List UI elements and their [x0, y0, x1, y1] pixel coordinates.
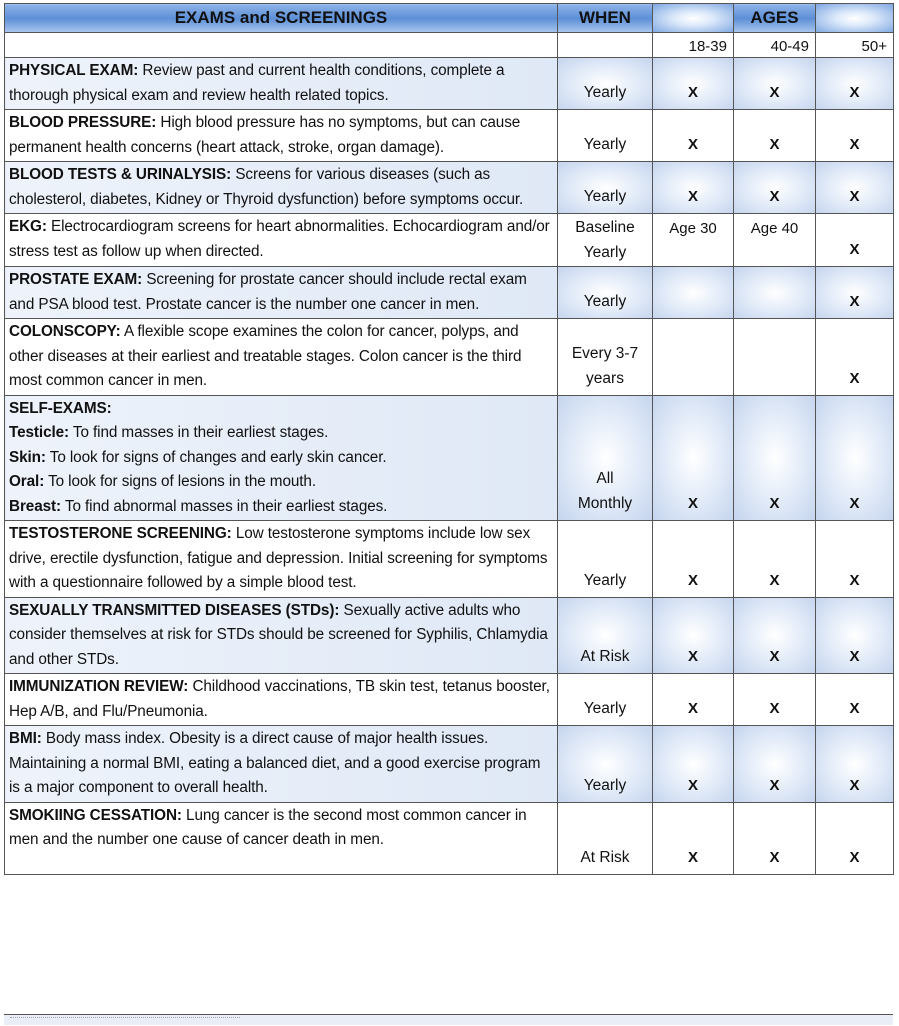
header-exams: EXAMS and SCREENINGS [5, 4, 558, 33]
age-18-39-mark: X [653, 110, 734, 162]
self-exam-item: Breast: To find abnormal masses in their earliest stages. [9, 497, 388, 515]
exam-when [558, 214, 653, 267]
subheader-empty [5, 33, 558, 58]
exam-text: Review past and current health conditions, complete a thorough physical exam and review health related topics. [9, 62, 505, 104]
age-40-49-mark: X [734, 58, 816, 110]
exam-title: COLONSCOPY: [9, 323, 121, 340]
exam-description [5, 395, 558, 521]
exam-title: BLOOD TESTS & URINALYSIS: [9, 166, 232, 183]
table-row [5, 319, 894, 396]
cut-off-footer-row [4, 1014, 893, 1025]
age-40-49-mark: X [734, 597, 816, 674]
age-18-39-mark: X [653, 802, 734, 874]
age-40-49-mark: Age 40 [734, 214, 816, 267]
age-18-39-mark: X [653, 726, 734, 803]
exam-text: Low testosterone symptoms include low sex drive, erectile dysfunction, fatigue and depression. Initial screening for symptoms with a questionnaire followed by a simple blood test. [9, 525, 548, 591]
age-40-49-mark: X [734, 521, 816, 598]
exam-text: High blood pressure has no symptoms, but can cause permanent health concerns (heart attack, stroke, organ damage). [9, 114, 521, 156]
age-50-plus-mark: X [816, 214, 894, 267]
table-row [5, 395, 894, 521]
age-50-plus-mark: X [816, 58, 894, 110]
self-exam-item: Oral: To look for signs of lesions in the mouth. [9, 473, 316, 490]
exam-when: At Risk [558, 802, 653, 874]
age-18-39-mark: X [653, 597, 734, 674]
age-40-49-mark [734, 319, 816, 396]
exam-title: SEXUALLY TRANSMITTED DISEASES (STDs): [9, 601, 340, 619]
exam-description [5, 521, 558, 598]
exam-description [5, 110, 558, 162]
exam-title: IMMUNIZATION REVIEW: [9, 678, 189, 695]
exam-when: Yearly [558, 674, 653, 726]
exam-when-line2: Yearly [583, 244, 627, 261]
exam-when-line1: Baseline [575, 219, 635, 236]
exam-text: Sexually active adults who consider themselves at risk for STDs should be screened for Syphilis, Chlamydia and other STDs. [9, 601, 548, 668]
age-50-plus-mark: X [816, 674, 894, 726]
exam-when: Yearly [558, 110, 653, 162]
header-blank-right [816, 4, 894, 33]
exam-text: Electrocardiogram screens for heart abnormalities. Echocardiogram and/or stress test as follow up when directed. [9, 218, 550, 260]
table-row [5, 674, 894, 726]
table-row [5, 214, 894, 267]
age-40-49-mark: X [734, 726, 816, 803]
exam-text: Childhood vaccinations, TB skin test, tetanus booster, Hep A/B, and Flu/Pneumonia. [9, 678, 550, 720]
exam-title: BLOOD PRESSURE: [9, 114, 157, 131]
table-row [5, 521, 894, 598]
header-when: WHEN [558, 4, 653, 33]
age-40-49-mark: X [734, 162, 816, 214]
exam-description [5, 674, 558, 726]
age-40-49-mark: X [734, 110, 816, 162]
age-18-39-mark: X [653, 395, 734, 521]
age-18-39-mark: Age 30 [653, 214, 734, 267]
exam-description [5, 58, 558, 110]
age-18-39-mark: X [653, 521, 734, 598]
exam-text: A flexible scope examines the colon for cancer, polyps, and other diseases at their earliest and treatable stages. Colon cancer is the third most common cancer in men. [9, 323, 522, 389]
exam-when: Yearly [558, 521, 653, 598]
table-row [5, 267, 894, 319]
age-50-plus-mark: X [816, 521, 894, 598]
exam-text: Lung cancer is the second most common cancer in men and the number one cause of cancer death in men. [9, 806, 527, 848]
age-40-49-mark: X [734, 395, 816, 521]
exam-when: Yearly [558, 58, 653, 110]
exam-description [5, 162, 558, 214]
screening-table [4, 3, 894, 875]
header-row [5, 4, 894, 33]
table-row [5, 58, 894, 110]
age-40-49-mark [734, 267, 816, 319]
exam-title: TESTOSTERONE SCREENING: [9, 525, 232, 542]
age-50-plus-mark: X [816, 802, 894, 874]
header-blank-left [653, 4, 734, 33]
age-50-plus-mark: X [816, 162, 894, 214]
screening-table-container [4, 3, 893, 875]
age-50-plus-mark: X [816, 395, 894, 521]
exam-text: Screening for prostate cancer should include rectal exam and PSA blood test. Prostate cancer is the number one cancer in men. [9, 271, 527, 313]
exam-description [5, 319, 558, 396]
age-18-39-mark [653, 319, 734, 396]
header-ages: AGES [734, 4, 816, 33]
age-50-plus-mark: X [816, 267, 894, 319]
footer-fragment [10, 1017, 240, 1026]
exam-when: At Risk [558, 597, 653, 674]
table-row [5, 110, 894, 162]
exam-when: Yearly [558, 267, 653, 319]
age-50-plus-mark: X [816, 110, 894, 162]
exam-title: EKG: [9, 218, 47, 235]
self-exam-item: Skin: To look for signs of changes and early skin cancer. [9, 448, 387, 466]
age-group-40-49: 40-49 [734, 33, 816, 58]
age-18-39-mark: X [653, 674, 734, 726]
exam-title: BMI: [9, 730, 42, 747]
exam-title: PROSTATE EXAM: [9, 271, 143, 288]
exam-when: All Monthly [558, 395, 653, 521]
table-row [5, 597, 894, 674]
exam-text: Screens for various diseases (such as cholesterol, diabetes, Kidney or Thyroid dysfunction) before symptoms occur. [9, 166, 524, 208]
age-50-plus-mark: X [816, 726, 894, 803]
exam-title: SMOKIING CESSATION: [9, 806, 182, 824]
age-group-50-plus: 50+ [816, 33, 894, 58]
age-groups-row [5, 33, 894, 58]
self-exam-item: Testicle: To find masses in their earliest stages. [9, 424, 329, 441]
exam-description [5, 267, 558, 319]
age-40-49-mark: X [734, 802, 816, 874]
age-group-18-39: 18-39 [653, 33, 734, 58]
exam-description [5, 802, 558, 874]
exam-when: Yearly [558, 162, 653, 214]
age-18-39-mark: X [653, 162, 734, 214]
age-40-49-mark: X [734, 674, 816, 726]
table-row [5, 726, 894, 803]
exam-description [5, 726, 558, 803]
table-row [5, 802, 894, 874]
age-50-plus-mark: X [816, 319, 894, 396]
exam-title: SELF-EXAMS: [9, 399, 112, 417]
table-row [5, 162, 894, 214]
age-18-39-mark [653, 267, 734, 319]
exam-title: PHYSICAL EXAM: [9, 62, 139, 79]
exam-when: Yearly [558, 726, 653, 803]
exam-when: Every 3-7 years [558, 319, 653, 396]
subheader-when-empty [558, 33, 653, 58]
exam-description [5, 597, 558, 674]
exam-text: Body mass index. Obesity is a direct cause of major health issues. Maintaining a normal BMI, eating a balanced diet, and a good exercise program is a major component to overall health. [9, 730, 541, 796]
age-18-39-mark: X [653, 58, 734, 110]
age-50-plus-mark: X [816, 597, 894, 674]
exam-description [5, 214, 558, 267]
